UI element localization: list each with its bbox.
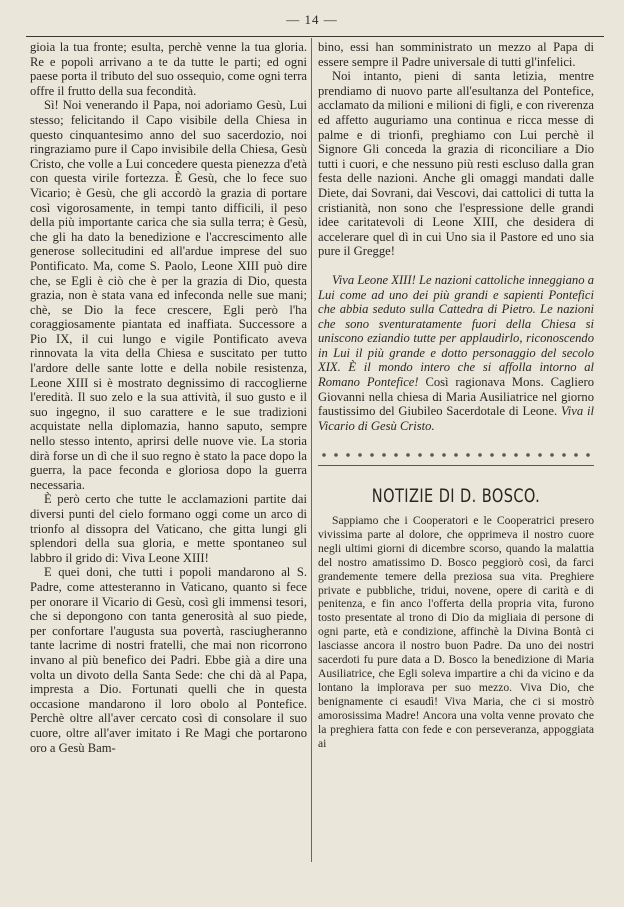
quote-paragraph bbox=[318, 273, 594, 434]
left-column bbox=[30, 40, 307, 755]
paragraph: E quei doni, che tutti i popoli mandarono al S. Padre, come attesteranno in Vaticano, quanto si fece per onorare il Vicario di Gesù, così gli immensi tesori, che si depongono con tanta generosità al suo piede, per confortare l'augusta sua povertà, rasciugheranno tante lacrime di nostri fratelli, che mai non ricorrono invano al più benefico dei Padri. Ebbe già a dire una volta un divoto della Santa Sede: che chi dà al Papa, impresta a Dio. Fortunati quelli che in questa occasione mandarono il loro obolo al Pontefice. Perchè oltre all'aver cercato così di consolare il suo cuore, oltre all'aver imitato i Re Magi che portarono oro a Gesù Bam- bbox=[30, 565, 307, 755]
notizie-paragraph: Sappiamo che i Cooperatori e le Cooperatrici presero vivissima parte al dolore, che opprimeva il nostro cuore negli ultimi giorni di dicembre scorso, quando la malattia del nostro amatissimo D. Bosco peggiorò così, da farci grandemente temere della preziosa sua vita. Preghiere private e pubbliche, tridui, novene, opere di carità e di penitenza, e fin anco l'offerta della propria vita, furono tosto presentate al trono di Dio da migliaia di persone di ogni parte, età e condizione, affinchè la Divina Bontà ci lasciasse ancora il nostro buon Padre. Da uno dei nostri sacerdoti fu pure data a D. Bosco la benedizione di Maria Ausiliatrice, che Egli soleva impartire a chi da vicino e da lontano la implorava per suo mezzo. Viva Dio, che benignamente ci esaudì! Viva Maria, che ci si mostrò amorosissima Madre! Ancora una volta venne provato che la preghiera fatta con fede e con perseveranza, appoggiata ai bbox=[318, 514, 594, 750]
paragraph: gioia la tua fronte; esulta, perchè venne la tua gloria. Re e popoli arrivano a te da tutte le parti; ed ogni paese porta il tributo del suo ossequio, come ogni terra offre il frutto della sua fecondità. bbox=[30, 40, 307, 98]
header-rule bbox=[26, 36, 604, 37]
right-column bbox=[318, 40, 594, 750]
quote-italic-closing: Viva il Vicario di Gesù Cristo. bbox=[318, 404, 594, 433]
page-number: — 14 — bbox=[286, 12, 338, 27]
paragraph: Noi intanto, pieni di santa letizia, mentre prendiamo di nuovo parte all'esultanza del Pontefice, acclamato da milioni e milioni di figli, e con riverenza ed affetto auguriamo una continua e ricca messe di palme e di trionfi, preghiamo con Lui perchè il Signore Gli conceda la grazia di riconciliare a Dio tutti i cuori, e che nessuno più resti escluso dalla gran festa delle nazioni. Anche gli omaggi mandati dalle Diete, dai Sovrani, dai Vescovi, dai cattolici di tutta la cristianità, non sono che l'espressione delle grandi idee caritatevoli di Leone XIII, che desidera di accelerare quel dì in cui Uno sia il Pastore ed uno sia pure il Gregge! bbox=[318, 69, 594, 259]
paragraph: Sì! Noi venerando il Papa, noi adoriamo Gesù, Lui stesso; felicitando il Capo visibile della Chiesa in questo cinquantesimo anno del suo sacerdozio, noi ringraziamo pure il Capo invisibile della Chiesa, Gesù Cristo, che volle a Lui concedere questa pienezza d'età con questa virile fortezza. È Gesù, che lo fece suo Vicario; è Gesù, che gli accordò la grazia di portare così vigorosamente, in tempi tanto difficili, il peso della più importante carica che sia sulla terra; è Gesù, che gli ha dato la benedizione e l'accrescimento alle generose sollecitudini ed all'ardue imprese del suo Pontificato. Ma, come S. Paolo, Leone XIII può dire che, se Egli è ciò che è per la grazia di Dio, questa grazia, non è stata vana ed infeconda nelle sue mani; chè, se Dio la fece crescere, Egli però l'ha coraggiosamente piantata ed inaffiata. Successore a Pio IX, il cui lungo e vigile Pontificato aveva rinnovata la vita della Chiesa e suscitato per tutto l'ardore delle sante lotte e della nobile resistenza, Leone XIII si è mostrato degnissimo di raccoglierne l'eredità. Il suo zelo e la sua attività, il suo gusto e il suo ingegno, il suo carattere e le sue tradizioni acquistate nella diplomazia, hanno saputo, sempre nello stesso intento, aprirsi delle nuove vie. La storia dirà forse un dì che il suo regno è stato la pace dopo la guerra, la pace feconda e gloriosa dopo la guerra necessaria. bbox=[30, 98, 307, 492]
section-title: NOTIZIE DI D. BOSCO. bbox=[371, 485, 541, 508]
quote-text: Così ragionava Mons. Cagliero Giovanni nella chiesa di Maria Ausiliatrice nel giorno faustissimo del Giubileo Sacerdotale di Leone. bbox=[318, 375, 595, 419]
paragraph: È però certo che tutte le acclamazioni partite dai diversi punti del cielo formano oggi come un arco di trionfo al dissopra del Vaticano, che gitta lungi gli splendori della sua gloria, e mette spontaneo sul labbro il grido di: Viva Leone XIII! bbox=[30, 492, 307, 565]
decorative-ornament bbox=[318, 443, 594, 481]
column-divider bbox=[311, 38, 312, 862]
paragraph: bino, essi han somministrato un mezzo al Papa di essere sempre il Padre universale di tutti gl'infelici. bbox=[318, 40, 594, 69]
quote-italic: Viva Leone XIII! Le nazioni cattoliche inneggiano a Lui come ad uno dei più grandi e sapienti Pontefici che abbia seduto sulla Cattedra di Pietro. Le nazioni che sono sventuratamente fuori della Chiesa si uniscono eziandio tutte per applaudirlo, riconoscendo in Lui il più grande e dotto personaggio del secolo XIX. È il mondo intero che si affolla intorno al Romano Pontefice! bbox=[318, 272, 594, 390]
